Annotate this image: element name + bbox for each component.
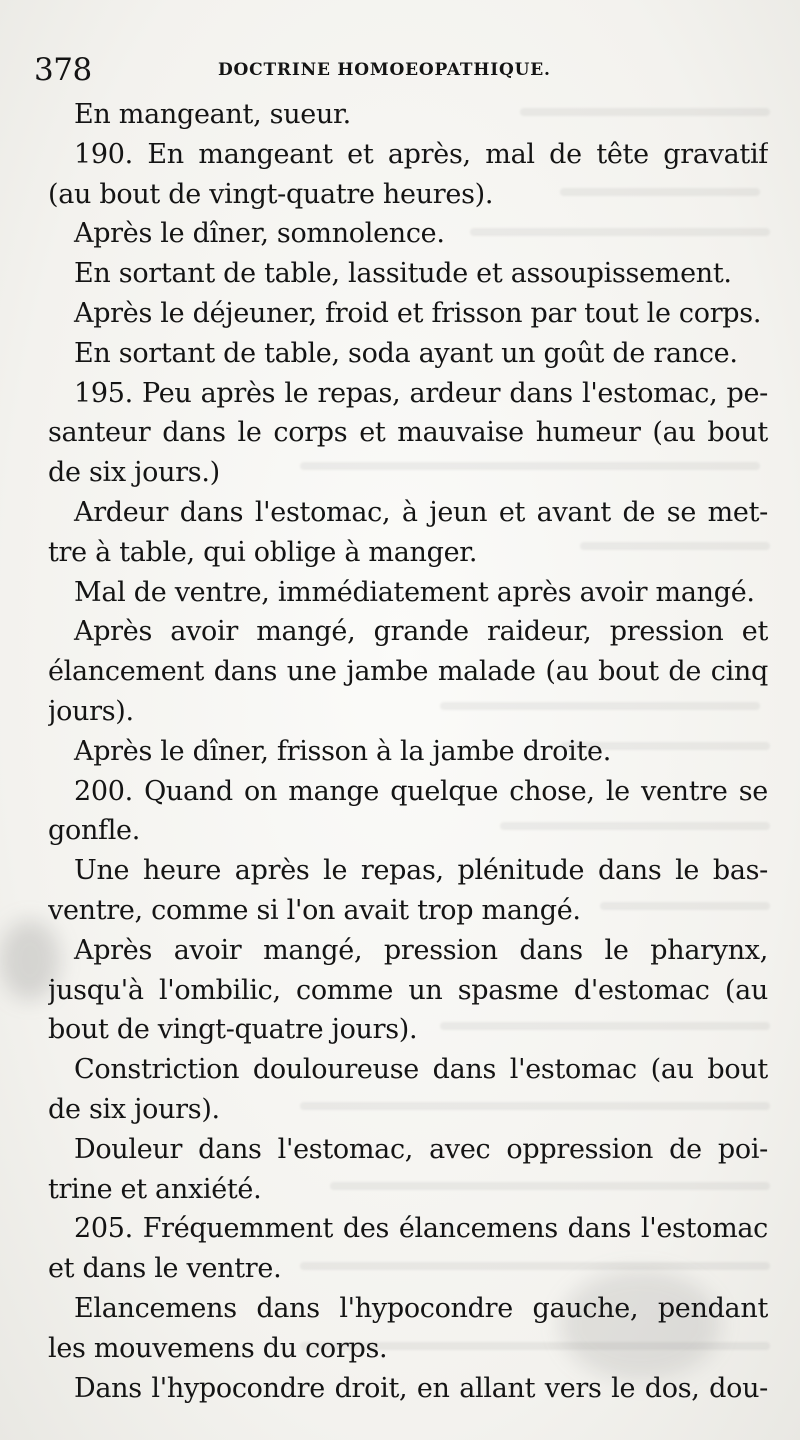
text-line: En mangeant, sueur. [74, 99, 351, 130]
text-line: Constriction douloureuse dans l'estomac (au bout [74, 1054, 768, 1086]
text-line: gonfle. [48, 815, 141, 847]
text-line: Après le dîner, somnolence. [74, 218, 445, 250]
text-line: jours). [48, 695, 134, 727]
text-line: santeur dans le corps et mauvaise humeur (au bout [48, 417, 768, 449]
text-line: Après avoir mangé, grande raideur, pression et [74, 616, 768, 648]
text-line: bout de vingt-quatre jours). [48, 1014, 418, 1046]
text-line: ventre, comme si l'on avait trop mangé. [48, 894, 581, 926]
body-text [48, 95, 768, 1408]
text-line: Après le déjeuner, froid et frisson par tout le corps. [74, 297, 762, 329]
text-line: élancement dans une jambe malade (au bout de cinq [48, 656, 768, 688]
text-line: trine et anxiété. [48, 1173, 262, 1205]
text-line: Dans l'hypocondre droit, en allant vers le dos, dou- [74, 1372, 768, 1404]
text-line: les mouvemens du corps. [48, 1332, 388, 1364]
text-line: Après avoir mangé, pression dans le pharynx, [74, 934, 768, 966]
text-line: En sortant de table, soda ayant un goût de rance. [74, 337, 738, 369]
text-line: 205. Fréquemment des élancemens dans l'estomac [74, 1213, 768, 1245]
text-line: Elancemens dans l'hypocondre gauche, pendant [74, 1292, 768, 1324]
text-line: Mal de ventre, immédiatement après avoir mangé. [74, 576, 755, 608]
text-line: Douleur dans l'estomac, avec oppression de poi- [74, 1133, 768, 1165]
text-line: 200. Quand on mange quelque chose, le ventre se [74, 775, 768, 807]
text-line: de six jours.) [48, 457, 220, 489]
text-line: et dans le ventre. [48, 1253, 282, 1285]
page-header [34, 50, 764, 90]
text-line: Ardeur dans l'estomac, à jeun et avant de se met- [74, 496, 768, 528]
text-line: de six jours). [48, 1093, 220, 1125]
text-line: jusqu'à l'ombilic, comme un spasme d'estomac (au [48, 974, 768, 1006]
text-line: tre à table, qui oblige à manger. [48, 536, 478, 568]
text-line: En sortant de table, lassitude et assoupissement. [74, 258, 732, 290]
page-number: 378 [34, 52, 92, 88]
text-line: 190. En mangeant et après, mal de tête gravatif [74, 138, 768, 170]
text-line: (au bout de vingt-quatre heures). [48, 178, 494, 210]
text-line: 195. Peu après le repas, ardeur dans l'estomac, pe- [74, 377, 768, 409]
text-line: Une heure après le repas, plénitude dans le bas- [74, 855, 768, 887]
text-line: Après le dîner, frisson à la jambe droite. [74, 735, 611, 767]
running-title: DOCTRINE HOMOEOPATHIQUE. [218, 60, 551, 80]
